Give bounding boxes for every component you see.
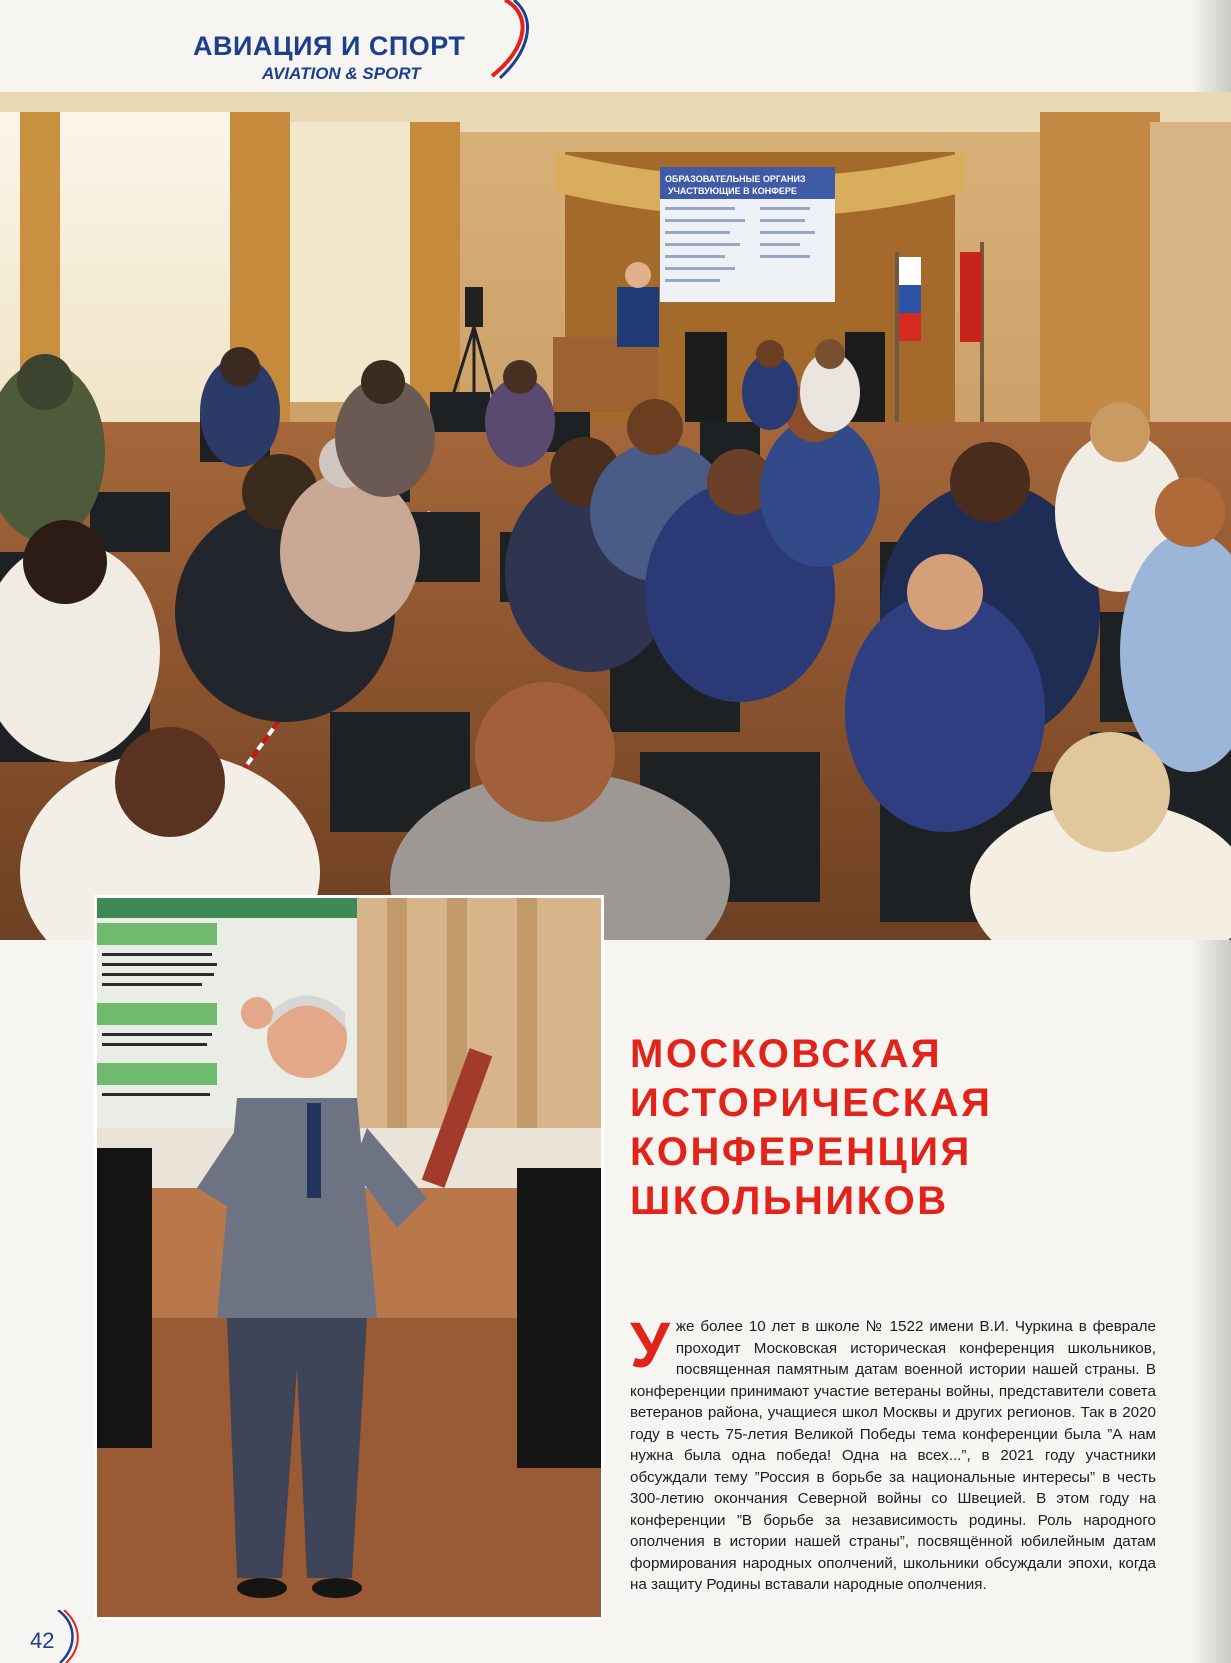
drop-cap: У	[630, 1309, 670, 1381]
section-title: АВИАЦИЯ И СПОРТ	[193, 31, 466, 61]
slide-subtitle: УЧАСТВУЮЩИЕ В КОНФЕРЕ	[668, 186, 797, 196]
article-text: же более 10 лет в школе № 1522 имени В.И. Чуркина в феврале проходит Московская историческая конференция школьников, посвященная памятным датам военной истории нашей страны. В конференции принимают участие ветераны войны, представители совета ветеранов района, учащиеся школ Москвы и других регионов. Так в 2020 году в честь 75-летия Великой Победы тема конференции была ”А нам нужна была одна победа! Одна на всех...”, в 2021 году участники обсуждали тему ”Россия в борьбе за национальные интересы” в честь 300-летию окончания Северной войны со Швецией. В этом году на конференции ”В борьбе за независимость родины. Роль народного ополчения в истории нашей страны”, посвящённой юбилейным датам формирования народных ополчений, школьники обсуждали эпохи, когда на защиту Родины вставали народные ополчения.	[630, 1318, 1156, 1593]
article-title	[630, 1030, 1150, 1226]
article-title-line: ШКОЛЬНИКОВ	[630, 1179, 949, 1223]
page-number: 42	[30, 1628, 55, 1653]
logo-swoosh-icon	[470, 0, 540, 80]
article-body	[630, 1309, 1156, 1596]
article-title-line: ИСТОРИЧЕСКАЯ	[630, 1081, 993, 1125]
article-title-line: КОНФЕРЕНЦИЯ	[630, 1130, 972, 1174]
slide-title: ОБРАЗОВАТЕЛЬНЫЕ ОРГАНИЗ	[665, 174, 806, 184]
speaker-photo	[94, 895, 604, 1620]
article-title-line: МОСКОВСКАЯ	[630, 1032, 943, 1076]
section-subtitle: AVIATION & SPORT	[262, 64, 421, 83]
conference-hall-photo	[0, 92, 1231, 940]
